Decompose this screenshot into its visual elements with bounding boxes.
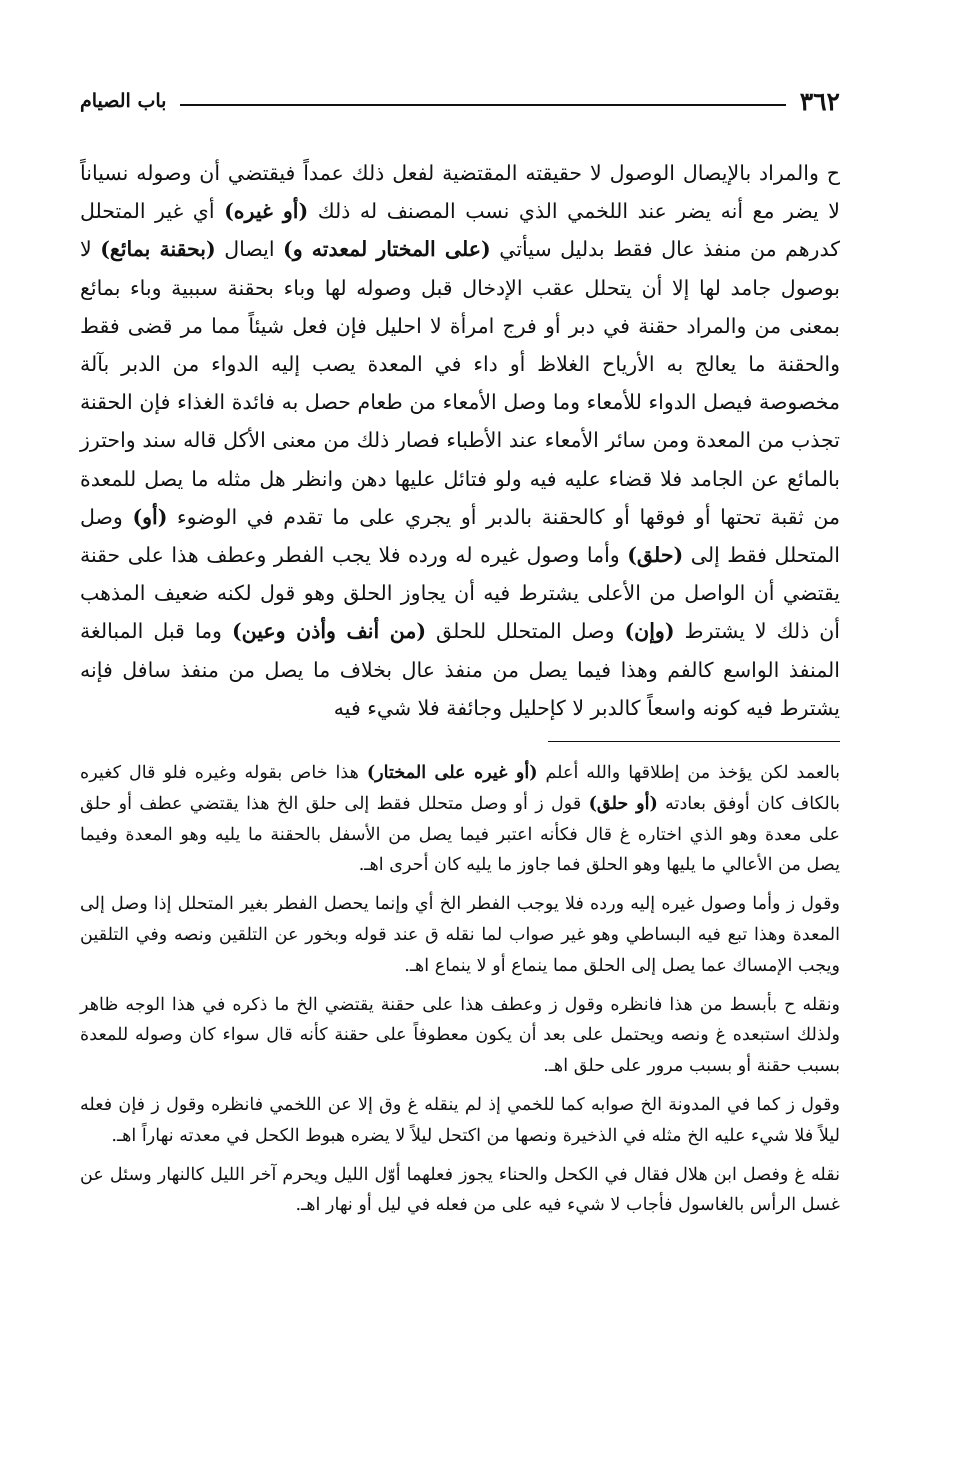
main-text-segment: ايصال — [215, 237, 284, 262]
page-header — [80, 82, 840, 120]
footnote-paragraph — [80, 990, 840, 1082]
main-text-segment: وأما وصول غيره له ورده فلا يجب الفطر وعطف هذا على حقنة يقتضي أن الواصل من الأعلى يشترط فيه أن يجاوز الحلق وهو قول لكنه ضعيف المذهب أن ذلك لا يشترط — [80, 543, 840, 644]
footnote-separator — [548, 741, 840, 742]
main-text-bold-segment: (وإن) — [624, 619, 675, 644]
footnote-segment: بالعمد لكن يؤخذ من إطلاقها والله أعلم — [537, 763, 840, 784]
main-text-bold-segment: (أو) — [132, 504, 168, 529]
footnote-bold-segment: (أو غيره على المختار) — [366, 762, 538, 784]
footnote-segment: قول ز أو وصل متحلل فقط إلى حلق الخ هذا يقتضي عطف أو حلق على معدة وهو الذي اختاره غ قال فكأنه اعتبر فيما يصل من الأسفل بالحقنة ما يليه وهو المعدة وفيما يصل من الأعالي ما يليها وهو الحلق فما جاوز ما يليه كان أحرى اهـ. — [80, 793, 840, 876]
footnote-paragraph — [80, 1090, 840, 1152]
main-text-bold-segment: (حلق) — [627, 543, 684, 568]
footnote-paragraph — [80, 758, 840, 881]
main-text-segment: وصل المتحلل للحلق — [426, 619, 625, 644]
header-rule — [180, 104, 785, 106]
main-text-segment: وصل المتحلل فقط إلى — [80, 504, 840, 568]
main-text-segment: أي غير المتحلل كدرهم من منفذ عال فقط بدليل سيأتي — [80, 199, 840, 262]
page-number: ٣٦٢ — [799, 86, 840, 116]
footnotes-block — [80, 758, 840, 1221]
footnote-segment: وقول ز وأما وصول غيره إليه ورده فلا يوجب الفطر الخ أي وإنما يحصل الفطر بغير المتحلل إذا وصل إلى المعدة وهذا تبع فيه البساطي وهو غير صواب لما نقله ق عند قوله وبخور عن التلقين ونصه وفي التلقين ويجب الإمساك عما يصل إلى الحلق مما ينماع أو لا ينماع اهـ. — [80, 894, 840, 976]
footnote-segment: وقول ز كما في المدونة الخ صوابه كما للخمي إذ لم ينقله غ وق إلا عن اللخمي فانظره وقول ز فإن فعله ليلاً فلا شيء عليه الخ مثله في الذخيرة ونصها من اكتحل ليلاً لا يضره هبوط الكحل في معدته نهاراً اهـ. — [80, 1095, 840, 1146]
main-text-segment: وما قبل المبالغة المنفذ الواسع كالفم وهذا فيما يصل من منفذ عال بخلاف ما يصل من منفذ سافل فإنه يشترط فيه كونه واسعاً كالدبر لا كإحليل وجائفة فلا شيء فيه — [80, 619, 840, 720]
footnote-paragraph — [80, 1160, 840, 1222]
footnote-segment: ونقله ح بأبسط من هذا فانظره وقول ز وعطف هذا على حقنة يقتضي الخ ما ذكره في هذا الوجه ظاهر ولذلك استبعده غ ونصه ويحتمل على بعد أن يكون معطوفاً على حقنة كأنه قال سواء كان وصوله للمعدة بسبب حقنة أو بسبب مرور على حلق اهـ. — [80, 994, 840, 1077]
main-text-bold-segment: (على المختار لمعدته و) — [283, 237, 491, 262]
main-text-segment: لا بوصول جامد لها إلا أن يتحلل عقب الإدخال قبل وصوله لها وباء بحقنة سببية وباء بمائع بمعنى من والمراد حقنة في دبر أو فرج امرأة لا احليل فإن فعل شيئاً مما مر قضى فقط والحقنة ما يعالج به الأرياح الغلاظ أو داء في المعدة يصب إليه الدواء من الدبر بآلة مخصوصة فيصل الدواء للأمعاء وما وصل الأمعاء من طعام حصل به فائدة الغذاء فإن الحقنة تجذب من المعدة ومن سائر الأمعاء عند الأطباء فصار ذلك من معنى الأكل قاله سند واحترز بالمائع عن الجامد فلا قضاء عليه فيه ولو فتائل عليها دهن وانظر هل مثله ما يصل للمعدة من ثقبة تحتها أو فوقها أو كالحقنة بالدبر أو يجري على ما تقدم في الوضوء — [80, 237, 840, 529]
main-text-segment: ح والمراد بالإيصال الوصول لا حقيقته المقتضية لفعل ذلك عمداً فيقتضي أن وصوله نسياناً لا يضر مع أنه يضر عند اللخمي الذي نسب المصنف له ذلك — [80, 161, 840, 224]
footnote-segment: نقله غ وفصل ابن هلال فقال في الكحل والحناء يجوز فعلهما أوّل الليل ويحرم آخر الليل كالنهار وسئل عن غسل الرأس بالغاسول فأجاب لا شيء فيه على من فعله في ليل أو نهار اهـ. — [80, 1164, 840, 1216]
footnote-segment: هذا خاص بقوله وغيره فلو قال كغيره بالكاف كان أوفق بعادته — [80, 763, 840, 814]
main-text-bold-segment: (من أنف وأذن وعين) — [231, 619, 427, 644]
main-text-block — [80, 154, 840, 727]
main-text-bold-segment: (بحقنة بمائع) — [100, 237, 216, 262]
footnote-bold-segment: (أو حلق) — [588, 792, 658, 814]
document-page — [80, 82, 840, 1412]
main-text-bold-segment: (أو غيره) — [224, 199, 309, 224]
footnote-paragraph — [80, 889, 840, 981]
running-title: باب الصيام — [80, 89, 167, 112]
